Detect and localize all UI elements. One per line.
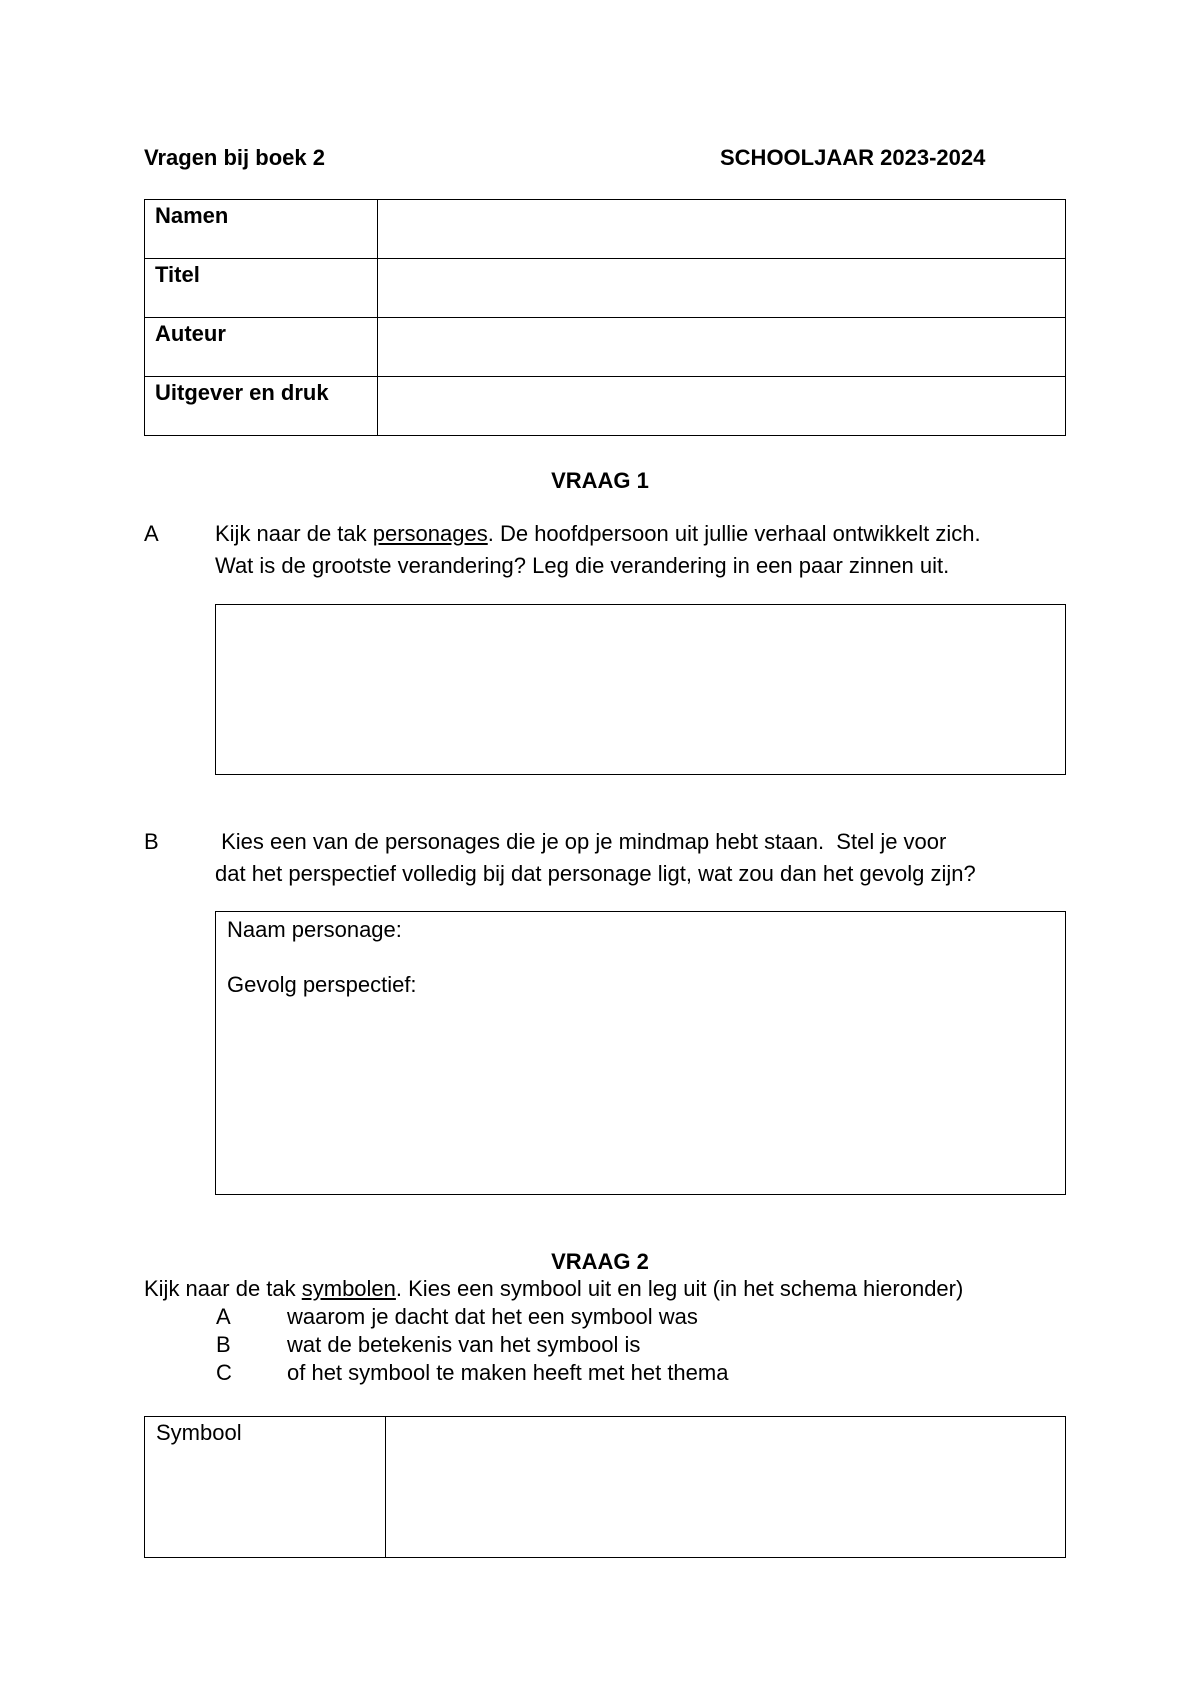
vraag1-b-answer-box[interactable] <box>215 911 1066 1195</box>
vraag1-a-answer-box[interactable] <box>215 604 1066 775</box>
vraag2-intro-before: Kijk naar de tak <box>144 1276 302 1301</box>
field-namen[interactable] <box>378 200 1066 259</box>
vraag2-intro <box>144 1275 963 1303</box>
table-row <box>145 200 1066 259</box>
document-title: Vragen bij boek 2 <box>144 145 325 170</box>
vraag2-title: VRAAG 2 <box>551 1249 649 1274</box>
label-auteur: Auteur <box>145 318 378 377</box>
symbool-label: Symbool <box>145 1417 386 1558</box>
vraag1-title: VRAAG 1 <box>551 468 649 493</box>
vraag1-b-line1: Kies een van de personages die je op je mindmap hebt staan. Stel je voor <box>215 829 947 854</box>
gevolg-perspectief-label: Gevolg perspectief: <box>227 972 417 997</box>
school-year: SCHOOLJAAR 2023-2024 <box>720 145 986 170</box>
field-uitgever[interactable] <box>378 377 1066 436</box>
field-titel[interactable] <box>378 259 1066 318</box>
table-row <box>145 259 1066 318</box>
vraag2-item-a-text: waarom je dacht dat het een symbool was <box>287 1304 698 1329</box>
vraag1-b-letter: B <box>144 829 159 854</box>
vraag2-item-b-letter: B <box>216 1332 231 1357</box>
vraag1-a-letter: A <box>144 521 159 546</box>
vraag1-a-keyword: personages <box>372 521 488 546</box>
label-titel: Titel <box>145 259 378 318</box>
vraag2-item-c-text: of het symbool te maken heeft met het thema <box>287 1360 729 1385</box>
vraag2-item-c-letter: C <box>216 1360 232 1385</box>
vraag2-item-a-letter: A <box>216 1304 231 1329</box>
symbool-table <box>144 1416 1066 1558</box>
table-row <box>145 1417 1066 1558</box>
vraag2-keyword: symbolen <box>301 1276 396 1301</box>
vraag1-a-line1 <box>215 518 981 550</box>
label-uitgever: Uitgever en druk <box>145 377 378 436</box>
vraag1-b-line2: dat het perspectief volledig bij dat personage ligt, wat zou dan het gevolg zijn? <box>215 861 976 886</box>
naam-personage-label: Naam personage: <box>227 917 402 942</box>
vraag1-a-line2: Wat is de grootste verandering? Leg die verandering in een paar zinnen uit. <box>215 553 950 578</box>
symbool-answer-field[interactable] <box>386 1417 1066 1558</box>
vraag2-item-b-text: wat de betekenis van het symbool is <box>287 1332 641 1357</box>
info-table <box>144 199 1066 436</box>
label-namen: Namen <box>145 200 378 259</box>
vraag1-a-line1-before: Kijk naar de tak <box>215 521 373 546</box>
table-row <box>145 318 1066 377</box>
vraag2-intro-after: . Kies een symbool uit en leg uit (in het schema hieronder) <box>395 1276 964 1301</box>
vraag1-a-line1-after: . De hoofdpersoon uit jullie verhaal ontwikkelt zich. <box>487 521 981 546</box>
field-auteur[interactable] <box>378 318 1066 377</box>
table-row <box>145 377 1066 436</box>
